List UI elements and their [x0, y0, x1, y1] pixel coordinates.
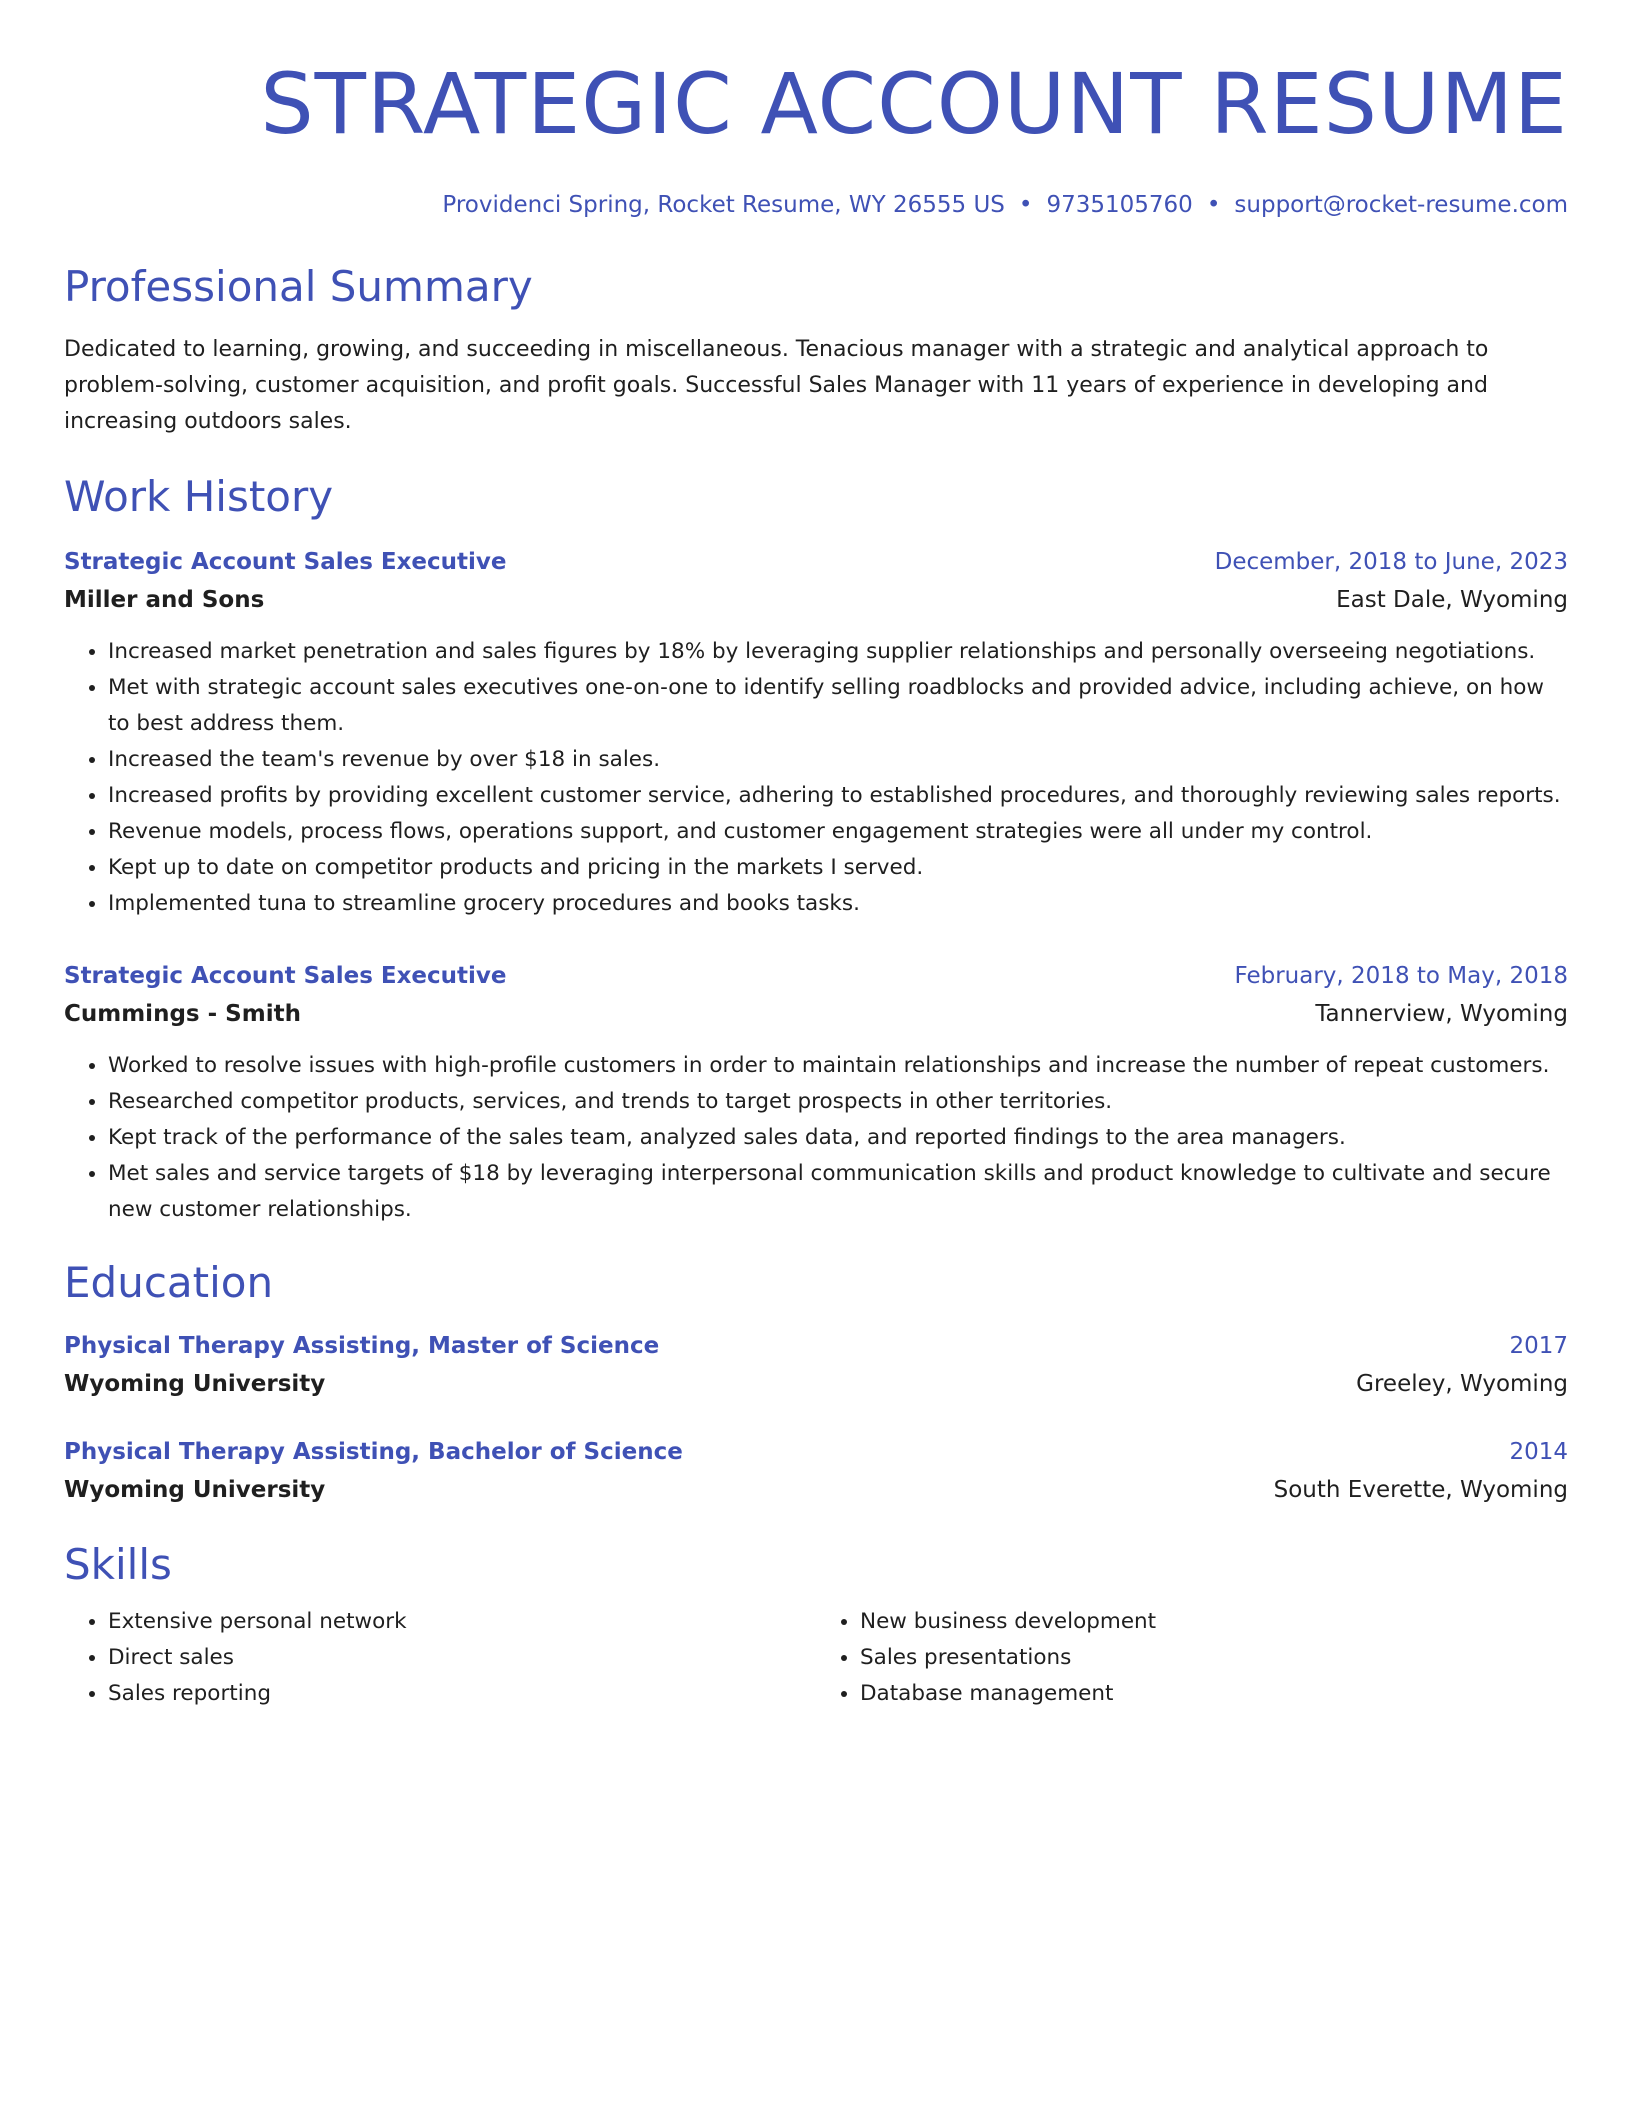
education-year: 2014 [1509, 1439, 1568, 1465]
job-bullet: • Worked to resolve issues with high-profile customers in order to maintain relationships and increase the number of repeat customers. [108, 1048, 1568, 1084]
job-location: East Dale, Wyoming [1336, 587, 1568, 613]
job-bullets [64, 634, 1568, 922]
job-entry [64, 958, 1568, 1228]
job-bullet: • Increased market penetration and sales figures by 18% by leveraging supplier relationships and personally overseeing negotiations. [108, 634, 1568, 670]
job-dates: December, 2018 to June, 2023 [1214, 549, 1568, 575]
education-entry [64, 1434, 1568, 1510]
job-bullet: • Revenue models, process flows, operations support, and customer engagement strategies were all under my control. [108, 814, 1568, 850]
education-entry [64, 1328, 1568, 1404]
contact-line [64, 190, 1568, 220]
resume-title: STRATEGIC ACCOUNT RESUME [260, 55, 1568, 153]
skills-section [64, 1540, 1568, 1712]
skills-column-right [816, 1604, 1568, 1712]
job-bullet: • Kept track of the performance of the sales team, analyzed sales data, and reported findings to the area managers. [108, 1120, 1568, 1156]
job-company: Cummings - Smith [64, 1001, 301, 1027]
job-entry [64, 544, 1568, 922]
professional-summary-section [64, 262, 1568, 440]
contact-separator: • [1018, 192, 1033, 218]
education-degree: Physical Therapy Assisting, Bachelor of Science [64, 1439, 683, 1465]
section-title-summary: Professional Summary [64, 262, 533, 311]
education-degree: Physical Therapy Assisting, Master of Science [64, 1333, 660, 1359]
job-location: Tannerview, Wyoming [1315, 1001, 1568, 1027]
education-school: Wyoming University [64, 1371, 326, 1397]
skill-item: • Database management [860, 1676, 1568, 1712]
education-year: 2017 [1509, 1333, 1568, 1359]
education-section [64, 1258, 1568, 1510]
job-bullet: • Increased profits by providing excellent customer service, adhering to established procedures, and thoroughly reviewing sales reports. [108, 778, 1568, 814]
education-location: South Everette, Wyoming [1273, 1477, 1568, 1503]
summary-text: Dedicated to learning, growing, and succeeding in miscellaneous. Tenacious manager with a strategic and analytical approach to problem-solving, customer acquisition, and profit goals. Successful Sales Manager with 11 years of experience in developing and increasing outdoors sales. [64, 337, 1489, 434]
skill-item: • Extensive personal network [108, 1604, 816, 1640]
contact-address: Providenci Spring, Rocket Resume, WY 26555 US [442, 192, 1005, 218]
section-title-education: Education [64, 1258, 274, 1307]
job-bullet: • Met with strategic account sales executives one-on-one to identify selling roadblocks and provided advice, including achieve, on how to best address them. [108, 670, 1568, 742]
work-history-section [64, 472, 1568, 1228]
skills-grid [64, 1604, 1568, 1712]
contact-separator: • [1206, 192, 1221, 218]
education-school: Wyoming University [64, 1477, 326, 1503]
job-title: Strategic Account Sales Executive [64, 549, 507, 575]
job-bullets [64, 1048, 1568, 1228]
skill-item: • Sales reporting [108, 1676, 816, 1712]
job-bullet: • Implemented tuna to streamline grocery procedures and books tasks. [108, 886, 1568, 922]
education-location: Greeley, Wyoming [1356, 1371, 1568, 1397]
job-bullet: • Researched competitor products, services, and trends to target prospects in other territories. [108, 1084, 1568, 1120]
section-title-skills: Skills [64, 1540, 172, 1589]
job-bullet: • Met sales and service targets of $18 by leveraging interpersonal communication skills and product knowledge to cultivate and secure new customer relationships. [108, 1156, 1568, 1228]
contact-phone[interactable]: 9735105760 [1046, 192, 1193, 218]
resume-header [64, 0, 1568, 220]
job-dates: February, 2018 to May, 2018 [1234, 963, 1568, 989]
job-title: Strategic Account Sales Executive [64, 963, 507, 989]
contact-email[interactable]: support@rocket-resume.com [1234, 192, 1568, 218]
job-bullet: • Kept up to date on competitor products and pricing in the markets I served. [108, 850, 1568, 886]
skill-item: • Direct sales [108, 1640, 816, 1676]
skills-column-left [64, 1604, 816, 1712]
job-bullet: • Increased the team's revenue by over $18 in sales. [108, 742, 1568, 778]
section-title-work: Work History [64, 472, 334, 521]
job-company: Miller and Sons [64, 587, 265, 613]
skill-item: • Sales presentations [860, 1640, 1568, 1676]
skill-item: • New business development [860, 1604, 1568, 1640]
